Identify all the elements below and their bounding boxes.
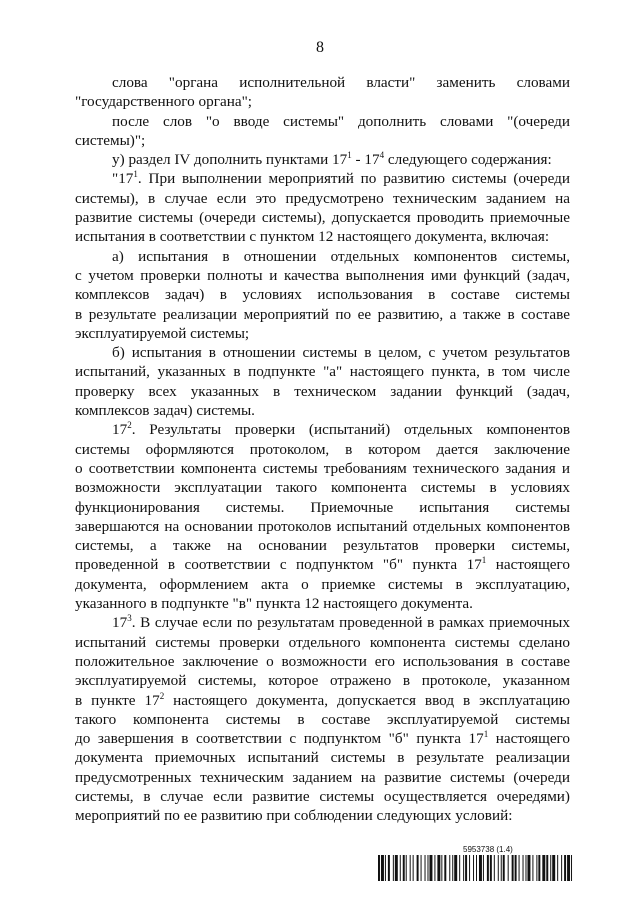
text-line — [75, 131, 570, 150]
text-line — [75, 420, 570, 439]
text-segment: настоящего — [488, 730, 571, 748]
text-line — [75, 324, 570, 343]
barcode-bar — [378, 855, 380, 881]
barcode-bar — [557, 855, 558, 881]
text-line — [75, 459, 570, 478]
barcode-bar — [425, 855, 426, 881]
text-segment: . Результаты проверки (испытаний) отдельных компонентов — [131, 421, 570, 439]
text-line — [75, 73, 570, 92]
text-segment: проведенной в соответствии с подпунктом "б" пункта 17 — [75, 556, 482, 574]
barcode-bar — [571, 855, 572, 881]
text-segment: 17 — [112, 421, 128, 439]
page-number: 8 — [316, 39, 324, 56]
barcode-bar — [452, 855, 453, 881]
text-segment: системы, в случае если развитие системы осуществляется очередями) — [75, 787, 570, 805]
barcode-bar — [400, 855, 401, 881]
text-line — [75, 112, 570, 131]
text-line — [75, 285, 570, 304]
text-segment: развитие системы (очереди системы), допускается проводить приемочные — [75, 209, 570, 227]
barcode-bar — [564, 855, 566, 881]
barcode-bar — [479, 855, 482, 881]
text-segment: положительное заключение о возможности его использования в составе — [75, 652, 570, 670]
text-line — [75, 227, 570, 246]
superscript: 1 — [481, 555, 487, 566]
superscript: 2 — [159, 690, 165, 701]
text-line — [75, 613, 570, 632]
document-body — [75, 73, 570, 826]
text-line — [75, 748, 570, 767]
text-segment: системы, а также на основании результатов проверки системы, — [75, 537, 570, 555]
barcode-bar — [429, 855, 432, 881]
barcode-bar — [515, 855, 517, 881]
text-line — [75, 575, 570, 594]
text-segment: документа приемочных испытаний системы в результате реализации — [75, 749, 570, 767]
text-segment: о соответствии компонента системы требованиям технического задания и — [75, 459, 570, 477]
superscript: 1 — [133, 169, 138, 180]
text-line — [75, 536, 570, 555]
text-segment: эксплуатируемой системы, которое отражено в протоколе, указанном — [75, 672, 570, 690]
barcode-bar — [421, 855, 422, 881]
barcode-bar — [417, 855, 419, 881]
text-segment: указанного в подпункте "в" пункта 12 настоящего документа. — [75, 595, 473, 613]
text-line — [75, 440, 570, 459]
text-segment: документа, оформлением акта о приемке системы в эксплуатацию, — [75, 575, 570, 593]
text-segment: б) испытания в отношении системы в целом, с учетом результатов — [112, 344, 570, 362]
text-segment: "государственного органа"; — [75, 93, 252, 111]
barcode-code: 5953738 (1.4) — [463, 845, 513, 854]
text-line — [75, 305, 570, 324]
barcode-bar — [476, 855, 477, 881]
text-line — [75, 652, 570, 671]
barcode-bar — [487, 855, 489, 881]
barcode-bar — [552, 855, 555, 881]
text-line — [75, 150, 570, 169]
text-line — [75, 478, 570, 497]
text-line — [75, 266, 570, 285]
text-segment: следующего содержания: — [384, 151, 552, 169]
barcode-bar — [385, 855, 386, 881]
barcode-bar — [388, 855, 390, 881]
text-segment: настоящего документа, допускается ввод в эксплуатацию — [164, 691, 571, 709]
barcode-bar — [410, 855, 411, 881]
barcode-bar — [454, 855, 457, 881]
barcode-bar — [395, 855, 398, 881]
barcode-bar — [536, 855, 537, 881]
text-segment: испытаний, указанных в подпункте "а" настоящего пункта, в том числе — [75, 363, 570, 381]
superscript: 1 — [483, 729, 489, 740]
barcode-bar — [523, 855, 524, 881]
text-segment: "17 — [112, 170, 134, 188]
text-line — [75, 594, 570, 613]
barcode-bar — [538, 855, 540, 881]
text-segment: эксплуатируемой системы; — [75, 324, 250, 342]
text-segment: системы оформляются протоколом, в котором дается заключение — [75, 440, 570, 458]
text-line — [75, 806, 570, 825]
text-line — [75, 787, 570, 806]
text-line — [75, 169, 570, 188]
barcode — [378, 855, 574, 881]
text-segment: у) раздел IV дополнить пунктами 17 — [112, 151, 348, 169]
text-line — [75, 247, 570, 266]
text-line — [75, 362, 570, 381]
text-line — [75, 498, 570, 517]
barcode-bar — [503, 855, 505, 881]
text-segment: в результате реализации мероприятий по ее развитию, а также в составе — [75, 305, 570, 323]
barcode-bar — [508, 855, 509, 881]
barcode-bar — [434, 855, 435, 881]
text-line — [75, 633, 570, 652]
barcode-bar — [550, 855, 551, 881]
text-line — [75, 691, 570, 710]
barcode-bar — [406, 855, 407, 881]
text-line — [75, 92, 570, 111]
text-line — [75, 382, 570, 401]
superscript: 1 — [347, 150, 352, 161]
barcode-bar — [427, 855, 428, 881]
barcode-bar — [465, 855, 467, 881]
barcode-bar — [519, 855, 520, 881]
barcode-bar — [527, 855, 530, 881]
text-segment: . В случае если по результатам проведенной в рамках приемочных — [131, 614, 570, 632]
text-line — [75, 555, 570, 574]
barcode-bar — [546, 855, 548, 881]
text-line — [75, 710, 570, 729]
text-segment: системы), в случае если это предусмотрено техническим заданием на — [75, 189, 570, 207]
barcode-bar — [532, 855, 533, 881]
superscript: 3 — [127, 613, 132, 624]
text-segment: проверку всех указанных в техническом задании функций (задач, — [75, 382, 570, 400]
text-segment: в пункте 17 — [75, 691, 160, 709]
barcode-bar — [463, 855, 464, 881]
barcode-bar — [459, 855, 460, 881]
barcode-bar — [512, 855, 514, 881]
text-line — [75, 343, 570, 362]
text-segment: комплексов задач) в условиях использования в составе системы — [75, 286, 570, 304]
barcode-bar — [542, 855, 545, 881]
barcode-bar — [437, 855, 440, 881]
barcode-bar — [567, 855, 570, 881]
text-segment: - 17 — [351, 151, 380, 169]
barcode-bar — [444, 855, 446, 881]
barcode-bar — [393, 855, 394, 881]
barcode-bar — [498, 855, 499, 881]
superscript: 4 — [379, 150, 385, 161]
text-segment: комплексов задач) системы. — [75, 402, 255, 420]
text-segment: мероприятий по ее развитию при соблюдении следующих условий: — [75, 807, 513, 825]
text-segment: испытания в соответствии с пунктом 12 настоящего документа, включая: — [75, 228, 550, 246]
text-segment: . При выполнении мероприятий по развитию системы (очереди — [137, 170, 570, 188]
barcode-bar — [381, 855, 384, 881]
text-line — [75, 768, 570, 787]
barcode-bar — [473, 855, 474, 881]
superscript: 2 — [127, 420, 132, 431]
text-segment: испытаний системы проверки отдельного компонента системы сделано — [75, 633, 570, 651]
barcode-bar — [413, 855, 414, 881]
text-line — [75, 401, 570, 420]
text-segment: после слов "о вводе системы" дополнить словами "(очереди — [112, 112, 570, 130]
text-segment: возможности эксплуатации такого компонента системы в условиях — [75, 479, 570, 497]
barcode-bar — [494, 855, 495, 881]
text-segment: завершаются на основании протоколов испытаний отдельных компонентов — [75, 517, 570, 535]
text-segment: до завершения в соответствии с подпунктом "б" пункта 17 — [75, 730, 484, 748]
text-line — [75, 671, 570, 690]
text-segment: функционирования системы. Приемочные испытания системы — [75, 498, 570, 516]
barcode-bar — [469, 855, 470, 881]
barcode-bar — [441, 855, 442, 881]
text-segment: системы)"; — [75, 131, 146, 149]
barcode-bar — [561, 855, 562, 881]
text-line — [75, 517, 570, 536]
text-segment: а) испытания в отношении отдельных компонентов системы, — [112, 247, 570, 265]
barcode-bar — [525, 855, 526, 881]
text-line — [75, 729, 570, 748]
text-line — [75, 208, 570, 227]
text-segment: с учетом проверки полноты и качества выполнения ими функций (задач, — [75, 266, 570, 284]
text-segment: настоящего — [486, 556, 570, 574]
barcode-bar — [501, 855, 502, 881]
text-line — [75, 189, 570, 208]
text-segment: слова "органа исполнительной власти" заменить словами — [112, 74, 570, 91]
barcode-bar — [403, 855, 405, 881]
text-segment: предусмотренных техническим заданием на развитие системы (очереди — [75, 768, 570, 786]
barcode-bar — [483, 855, 484, 881]
barcode-bar — [449, 855, 450, 881]
text-segment: 17 — [112, 614, 128, 632]
barcode-bar — [490, 855, 492, 881]
text-segment: такого компонента системы в составе эксплуатируемой системы — [75, 710, 570, 728]
